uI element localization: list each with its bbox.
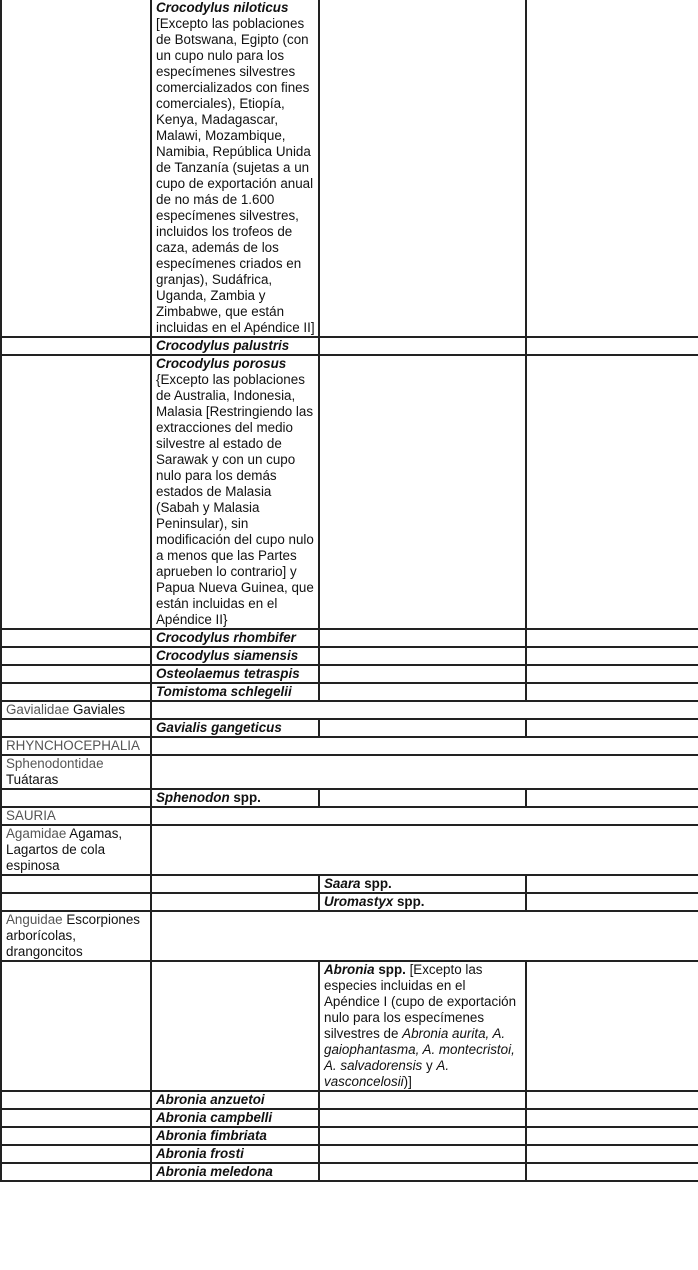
taxon-column — [1, 911, 151, 961]
appendix-iii-cell — [526, 647, 698, 665]
taxon-header-row — [1, 825, 698, 875]
appendix-ii-cell — [319, 647, 526, 665]
cell-text: spp. — [374, 962, 406, 977]
cell-text: Sphenodontidae — [6, 756, 104, 771]
appendix-ii-cell — [319, 1127, 526, 1145]
appendix-ii-cell — [319, 1145, 526, 1163]
appendix-i-cell — [151, 961, 319, 1091]
species-row — [1, 1109, 698, 1127]
cell-text: spp. — [393, 894, 425, 909]
merged-empty-cell — [151, 755, 698, 789]
appendix-ii-cell — [319, 1091, 526, 1109]
taxon-column — [1, 701, 151, 719]
cell-text: [Excepto las especies incluidas en el Apéndice I (cupo de exportación nulo para los especímenes silvestres de — [324, 962, 517, 1041]
species-row — [1, 961, 698, 1091]
appendix-iii-cell — [526, 1091, 698, 1109]
table-body — [1, 0, 698, 1181]
species-row — [1, 719, 698, 737]
taxon-header-row — [1, 807, 698, 825]
species-name: Abronia frosti — [156, 1146, 244, 1161]
taxon-header-row — [1, 737, 698, 755]
taxon-column — [1, 683, 151, 701]
species-name: Crocodylus siamensis — [156, 648, 299, 663]
appendix-iii-cell — [526, 719, 698, 737]
taxon-column — [1, 665, 151, 683]
species-name: Abronia fimbriata — [156, 1128, 267, 1143]
taxon-header-row — [1, 755, 698, 789]
cell-text: SAURIA — [6, 808, 56, 823]
appendix-i-cell — [151, 893, 319, 911]
appendix-i-cell — [151, 683, 319, 701]
taxon-column — [1, 1145, 151, 1163]
appendix-i-cell — [151, 1145, 319, 1163]
cell-text: Anguidae — [6, 912, 67, 927]
taxon-column — [1, 1163, 151, 1181]
cell-text: spp. — [229, 790, 261, 805]
appendix-iii-cell — [526, 355, 698, 629]
species-name: Abronia meledona — [156, 1164, 273, 1179]
appendix-ii-cell — [319, 629, 526, 647]
taxon-column — [1, 1127, 151, 1145]
species-name: Tomistoma schlegelii — [156, 684, 292, 699]
taxon-column — [1, 789, 151, 807]
appendix-iii-cell — [526, 1109, 698, 1127]
species-name: Sphenodon — [156, 790, 230, 805]
appendix-ii-cell — [319, 355, 526, 629]
taxon-column — [1, 737, 151, 755]
species-row — [1, 875, 698, 893]
appendix-i-cell — [151, 0, 319, 337]
taxon-column — [1, 355, 151, 629]
cell-text: Gavialidae — [6, 702, 73, 717]
taxon-column — [1, 1109, 151, 1127]
appendix-ii-cell — [319, 337, 526, 355]
taxon-column — [1, 755, 151, 789]
species-name: Abronia anzuetoi — [156, 1092, 265, 1107]
species-name: A. vasconcelosii — [324, 1058, 450, 1089]
species-name: Abronia — [324, 962, 375, 977]
species-row — [1, 789, 698, 807]
species-row — [1, 1091, 698, 1109]
appendix-ii-cell — [319, 0, 526, 337]
appendix-i-cell — [151, 337, 319, 355]
species-name: Saara — [324, 876, 361, 891]
species-name: Uromastyx — [324, 894, 394, 909]
species-name: Crocodylus niloticus — [156, 0, 289, 15]
taxon-column — [1, 719, 151, 737]
species-name: Abronia aurita, A. gaiophantasma, A. montecristoi, A. salvadorensis — [324, 1026, 515, 1073]
species-row — [1, 893, 698, 911]
taxon-column — [1, 875, 151, 893]
species-name: Crocodylus rhombifer — [156, 630, 296, 645]
appendix-i-cell — [151, 647, 319, 665]
taxon-column — [1, 1091, 151, 1109]
species-row — [1, 1145, 698, 1163]
appendix-i-cell — [151, 789, 319, 807]
taxon-column — [1, 807, 151, 825]
appendix-ii-cell — [319, 719, 526, 737]
taxon-column — [1, 0, 151, 337]
appendix-i-cell — [151, 629, 319, 647]
cell-text: Tuátaras — [6, 772, 59, 787]
taxon-column — [1, 629, 151, 647]
species-row — [1, 355, 698, 629]
appendix-iii-cell — [526, 789, 698, 807]
appendix-iii-cell — [526, 683, 698, 701]
cell-text: Gaviales — [73, 702, 126, 717]
appendix-iii-cell — [526, 629, 698, 647]
appendix-iii-cell — [526, 1163, 698, 1181]
taxon-header-row — [1, 701, 698, 719]
appendix-ii-cell — [319, 1163, 526, 1181]
cell-text: )] — [403, 1074, 412, 1089]
appendix-i-cell — [151, 1163, 319, 1181]
appendix-ii-cell — [319, 961, 526, 1091]
appendix-i-cell — [151, 355, 319, 629]
appendix-i-cell — [151, 1109, 319, 1127]
appendix-ii-cell — [319, 1109, 526, 1127]
appendix-iii-cell — [526, 665, 698, 683]
cell-text: {Excepto las poblaciones de Australia, Indonesia, Malasia [Restringiendo las extracciones del medio silvestre al estado de Sarawak y con un cupo nulo para los demás estados de Malasia (Sabah y Malasia Peninsular), sin modificación del cupo nulo a menos que las Partes aprueben lo contrario] y Papua Nueva Guinea, que están incluidas en el Apéndice II} — [156, 372, 314, 627]
species-row — [1, 665, 698, 683]
species-name: Crocodylus porosus — [156, 356, 287, 371]
cell-text: [Excepto las poblaciones de Botswana, Egipto (con un cupo nulo para los especímenes silvestres comercializados con fines comerciales), Etiopía, Kenya, Madagascar, Malawi, Mozambique, Namibia, República Unida de Tanzanía (sujetas a un cupo de exportación anual de no más de 1.600 especímenes silvestres, incluidos los trofeos de caza, además de los especímenes criados en granjas), Sudáfrica, Uganda, Zambia y Zimbabwe, que están incluidas en el Apéndice II] — [156, 16, 315, 335]
merged-empty-cell — [151, 807, 698, 825]
species-row — [1, 629, 698, 647]
taxon-column — [1, 647, 151, 665]
appendix-iii-cell — [526, 875, 698, 893]
species-name: Osteolaemus tetraspis — [156, 666, 300, 681]
species-name: Gavialis gangeticus — [156, 720, 282, 735]
appendix-iii-cell — [526, 961, 698, 1091]
taxon-column — [1, 961, 151, 1091]
species-name: Abronia campbelli — [156, 1110, 273, 1125]
merged-empty-cell — [151, 825, 698, 875]
cell-text: Agamidae — [6, 826, 70, 841]
appendix-ii-cell — [319, 665, 526, 683]
merged-empty-cell — [151, 911, 698, 961]
appendix-iii-cell — [526, 893, 698, 911]
merged-empty-cell — [151, 737, 698, 755]
cell-text: y — [422, 1058, 437, 1073]
appendix-ii-cell — [319, 875, 526, 893]
appendix-iii-cell — [526, 1145, 698, 1163]
cell-text: RHYNCHOCEPHALIA — [6, 738, 140, 753]
appendix-iii-cell — [526, 0, 698, 337]
cell-text: spp. — [360, 876, 392, 891]
taxon-header-row — [1, 911, 698, 961]
species-name: Crocodylus palustris — [156, 338, 290, 353]
appendix-iii-cell — [526, 337, 698, 355]
appendix-i-cell — [151, 875, 319, 893]
species-row — [1, 1163, 698, 1181]
cell-text: Agamas, Lagartos de cola espinosa — [6, 826, 123, 873]
appendix-iii-cell — [526, 1127, 698, 1145]
appendix-ii-cell — [319, 683, 526, 701]
species-row — [1, 1127, 698, 1145]
appendix-ii-cell — [319, 893, 526, 911]
taxon-column — [1, 893, 151, 911]
merged-empty-cell — [151, 701, 698, 719]
taxon-column — [1, 337, 151, 355]
species-row — [1, 0, 698, 337]
taxon-column — [1, 825, 151, 875]
species-row — [1, 647, 698, 665]
appendix-i-cell — [151, 1127, 319, 1145]
species-row — [1, 337, 698, 355]
appendix-i-cell — [151, 665, 319, 683]
cell-text: Escorpiones arborícolas, drangoncitos — [6, 912, 141, 959]
appendix-ii-cell — [319, 789, 526, 807]
appendix-i-cell — [151, 719, 319, 737]
appendix-i-cell — [151, 1091, 319, 1109]
species-row — [1, 683, 698, 701]
